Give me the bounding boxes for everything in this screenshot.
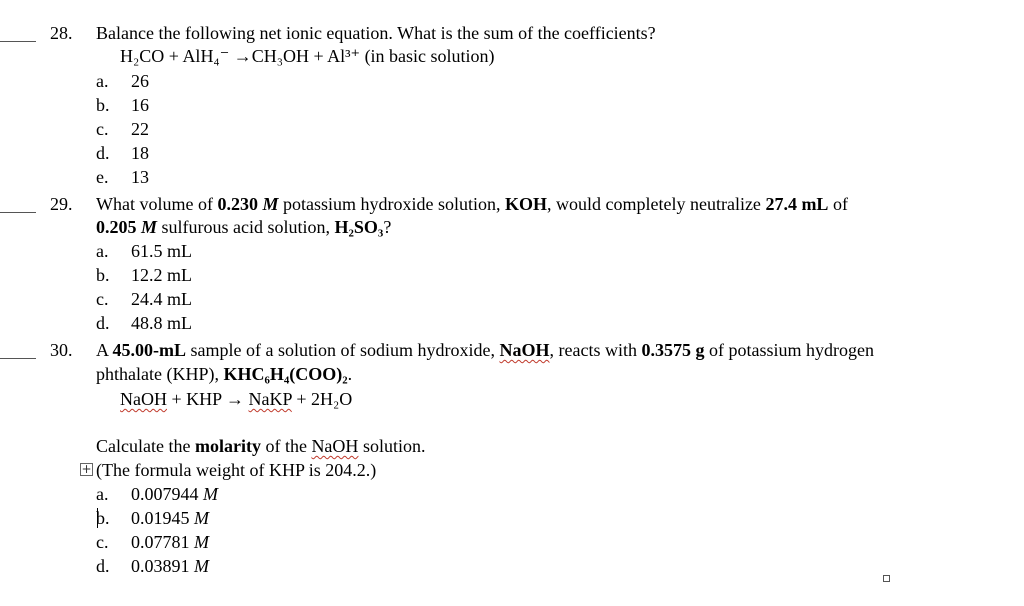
text-segment: ? [383,217,392,237]
option-letter: e. [96,167,109,187]
option-unit: M [194,532,209,552]
text-segment: , reacts with [549,340,642,360]
text-segment: sulfurous acid solution, [157,217,335,237]
question-28-equation [120,46,495,67]
option-text: 13 [131,167,149,187]
question-30-calc-line [96,436,425,457]
text-segment: What volume of [96,194,218,214]
option-letter: d. [96,313,110,333]
text-segment: , would completely neutralize [547,194,766,214]
text-segment: M [141,217,158,237]
text-segment: of the [260,436,312,456]
option-unit: M [194,556,209,576]
question-29-prompt-line2 [96,217,391,238]
option-text: 61.5 mL [131,241,192,261]
question-number-28: 28. [50,23,73,43]
question-30-prompt-line2 [96,364,352,385]
equation-left: H₂CO + AlH₄⁻ [120,46,234,66]
text-segment: NaOH [120,389,167,409]
option-text: 48.8 mL [131,313,192,333]
expand-plus-icon[interactable]: + [81,462,92,476]
option-letter: d. [96,143,110,163]
option-value: 0.03891 [131,556,194,576]
text-segment: sample of a solution of sodium hydroxide, [186,340,500,360]
option-text [131,508,209,529]
reaction-arrow: → [226,389,244,409]
question-number-30: 30. [50,340,73,360]
text-segment: + KHP [167,389,226,409]
option-letter: c. [96,119,109,139]
text-segment: NaKP [248,389,292,409]
option-value: 0.01945 [131,508,194,528]
text-segment: M [262,194,279,214]
answer-blank-30[interactable] [0,358,36,359]
option-letter: a. [96,241,109,261]
option-value: 0.07781 [131,532,194,552]
option-unit: M [203,484,218,504]
reaction-arrow: → [233,46,252,66]
option-text: 12.2 mL [131,265,192,285]
option-text: 24.4 mL [131,289,192,309]
option-text [131,484,218,505]
option-text [131,556,209,577]
text-segment: + 2H₂O [291,389,353,409]
text-segment: A [96,340,113,360]
text-segment: NaOH [499,340,550,360]
option-letter: a. [96,484,109,504]
option-letter: b. [96,508,110,528]
question-number-29: 29. [50,194,73,214]
question-30-equation [120,389,352,410]
resize-handle-icon[interactable] [883,575,890,582]
text-segment: 0.3575 g [641,340,705,360]
text-segment: potassium hydroxide solution, [278,194,505,214]
option-text [131,532,209,553]
option-letter: c. [96,532,109,552]
text-segment: of [828,194,848,214]
question-29-prompt-line1 [96,194,848,215]
answer-blank-29[interactable] [0,212,36,213]
option-text: 26 [131,71,149,91]
equation-right: CH₃OH + Al³⁺ [251,46,361,66]
text-segment: solution. [358,436,426,456]
option-text: 18 [131,143,149,163]
text-segment: H₂SO₃ [334,217,384,237]
text-segment: NaOH [311,436,359,456]
text-segment: 0.230 [217,194,263,214]
option-text: 16 [131,95,149,115]
text-segment: Calculate the [96,436,195,456]
question-28-prompt: Balance the following net ionic equation. What is the sum of the coefficients? [96,23,656,43]
option-letter: a. [96,71,109,91]
option-value: 0.007944 [131,484,203,504]
text-segment: of potassium hydrogen [704,340,874,360]
text-segment: KHC₆H₄(COO)₂ [223,364,348,384]
answer-blank-28[interactable] [0,41,36,42]
text-segment: 27.4 mL [765,194,829,214]
text-segment: phthalate (KHP), [96,364,224,384]
text-segment: KOH [504,194,547,214]
text-segment: . [347,364,353,384]
option-unit: M [194,508,209,528]
text-segment: molarity [194,436,261,456]
text-segment: 0.205 [96,217,141,237]
option-text: 22 [131,119,149,139]
option-letter: c. [96,289,109,309]
question-30-prompt-line1 [96,340,874,361]
option-letter: b. [96,95,110,115]
option-letter: d. [96,556,110,576]
text-segment: 45.00-mL [112,340,187,360]
question-30-note: (The formula weight of KHP is 204.2.) [96,460,377,480]
equation-condition: (in basic solution) [364,46,495,66]
option-letter: b. [96,265,110,285]
